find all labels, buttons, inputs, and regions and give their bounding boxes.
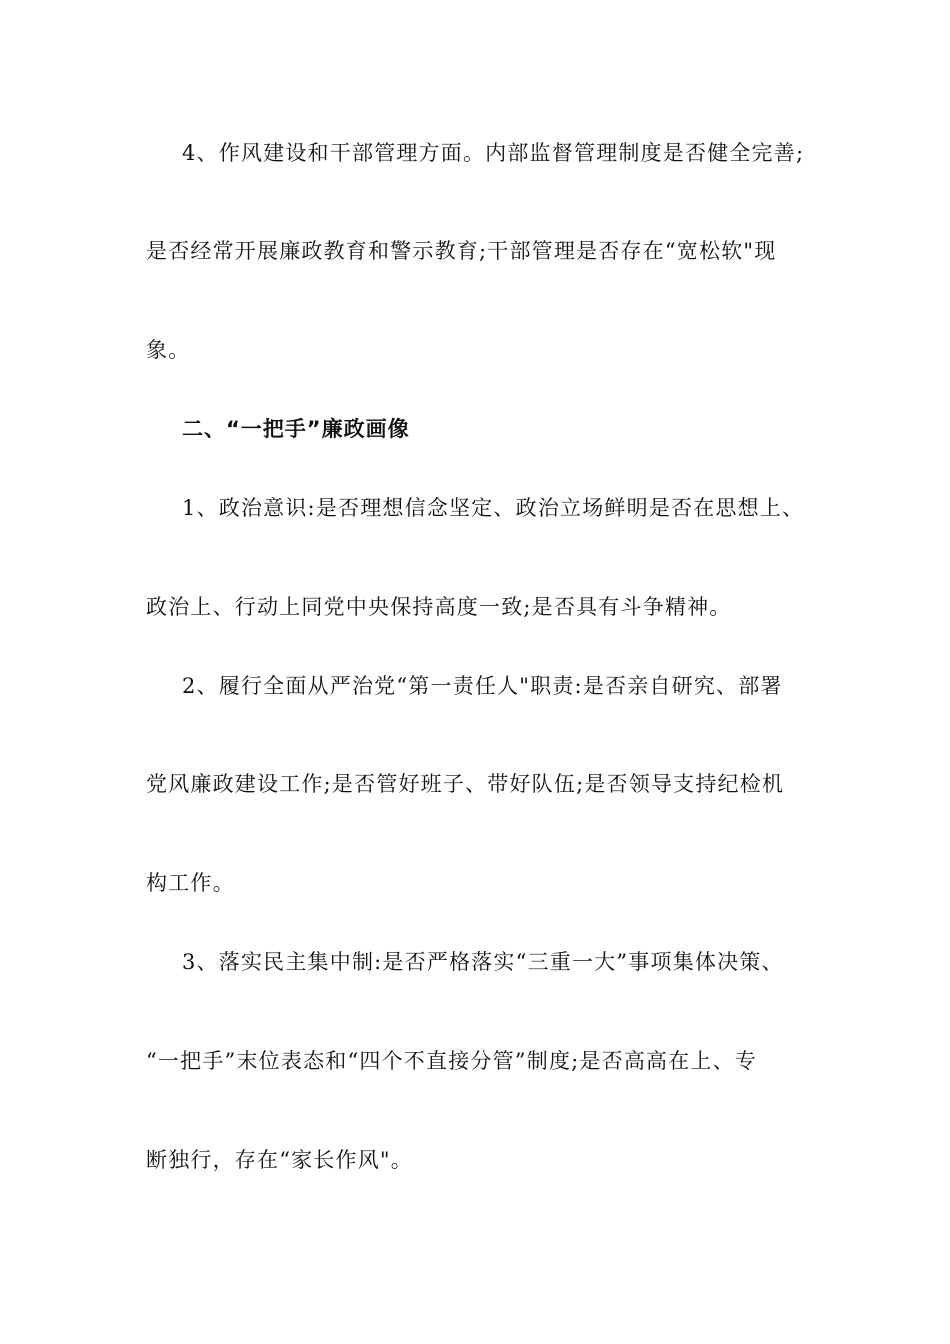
section-heading: 二、“一把手”廉政画像 xyxy=(182,417,410,441)
paragraph-line: 是否经常开展廉政教育和警示教育;干部管理是否存在“宽松软"现 xyxy=(146,239,777,263)
paragraph-line: 构工作。 xyxy=(146,871,235,895)
paragraph-line: 3、落实民主集中制:是否严格落实“三重一大”事项集体决策、 xyxy=(182,950,784,974)
paragraph-line: 2、履行全面从严治党“第一责任人"职责:是否亲自研究、部署 xyxy=(182,674,783,698)
paragraph-line: 4、作风建设和干部管理方面。内部监督管理制度是否健全完善; xyxy=(182,141,805,165)
paragraph-line: 1、政治意识:是否理想信念坚定、政治立场鲜明是否在思想上、 xyxy=(182,496,805,520)
paragraph-line: 象。 xyxy=(146,338,191,362)
paragraph-line: “一把手”末位表态和“四个不直接分管”制度;是否高高在上、专 xyxy=(146,1049,758,1073)
paragraph-line: 党风廉政建设工作;是否管好班子、带好队伍;是否领导支持纪检机 xyxy=(146,772,785,796)
paragraph-line: 断独行，存在“家长作风"。 xyxy=(146,1148,413,1172)
paragraph-line: 政治上、行动上同党中央保持高度一致;是否具有斗争精神。 xyxy=(146,595,732,619)
